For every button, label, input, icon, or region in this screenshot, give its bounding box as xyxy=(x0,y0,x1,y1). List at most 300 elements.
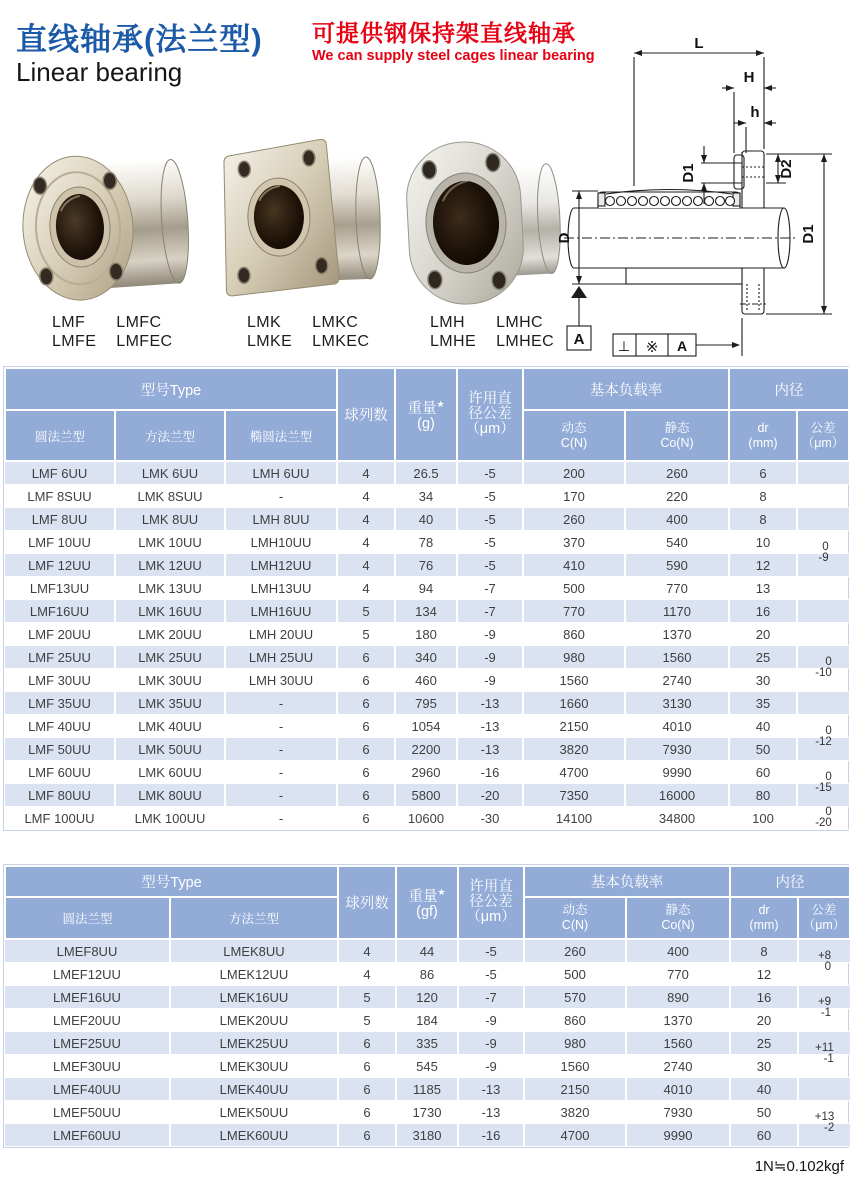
cell: 5800 xyxy=(395,784,457,807)
cell: -5 xyxy=(457,461,523,485)
cell: 40 xyxy=(730,1078,798,1101)
cell: 26.5 xyxy=(395,461,457,485)
cell: 4 xyxy=(338,939,396,963)
cell: -13 xyxy=(457,715,523,738)
promo-text-zh: 可提供钢保持架直线轴承 xyxy=(312,20,576,46)
cell: LMF 100UU xyxy=(5,807,115,830)
cell: 86 xyxy=(396,963,458,986)
cell: 6 xyxy=(337,646,395,669)
cell: 4 xyxy=(337,461,395,485)
cell: 10600 xyxy=(395,807,457,830)
cell: 590 xyxy=(625,554,729,577)
datum-triangle xyxy=(571,286,587,298)
header-round-flange: 圆法兰型 xyxy=(5,897,170,939)
cell: -9 xyxy=(458,1009,524,1032)
tolerance-label: 0 -20 xyxy=(815,806,832,829)
cell: LMF 12UU xyxy=(5,554,115,577)
tolerance-cell xyxy=(798,1055,850,1078)
cell: LMF 25UU xyxy=(5,646,115,669)
product-labels-square xyxy=(247,314,369,351)
tolerance-cell xyxy=(798,986,850,1019)
cell: 9990 xyxy=(625,761,729,784)
cell: -9 xyxy=(458,1032,524,1055)
cell: LMK 8UU xyxy=(115,508,225,531)
tolerance-cell xyxy=(798,939,850,973)
header-dynamic: 动态 C(N) xyxy=(524,897,626,939)
table-row xyxy=(5,531,849,554)
header-type-group: 型号Type xyxy=(5,368,337,410)
cell: 260 xyxy=(524,939,626,963)
table-row xyxy=(5,669,849,692)
cell: - xyxy=(225,738,337,761)
tolerance-cell xyxy=(797,715,849,748)
tolerance-cell xyxy=(797,600,849,623)
table-row xyxy=(5,738,849,761)
cell: 770 xyxy=(626,963,730,986)
cell: 1170 xyxy=(625,600,729,623)
cell: 220 xyxy=(625,485,729,508)
table1-body xyxy=(5,461,849,830)
cell: 13 xyxy=(729,577,797,600)
cell: 6 xyxy=(337,807,395,830)
cell: 2740 xyxy=(626,1055,730,1078)
cell: LMK 20UU xyxy=(115,623,225,646)
header-type-group: 型号Type xyxy=(5,866,338,897)
cell: 6 xyxy=(338,1101,396,1124)
cell: LMK 35UU xyxy=(115,692,225,715)
dim-label-h: h xyxy=(750,104,760,121)
technical-drawing xyxy=(556,36,848,368)
cell: 4700 xyxy=(523,761,625,784)
cell: 1560 xyxy=(524,1055,626,1078)
cell: LMK 13UU xyxy=(115,577,225,600)
cell: 4010 xyxy=(626,1078,730,1101)
cell: 12 xyxy=(730,963,798,986)
cell: 4 xyxy=(338,963,396,986)
cell: - xyxy=(225,485,337,508)
cell: 5 xyxy=(338,986,396,1009)
cell: LMF 35UU xyxy=(5,692,115,715)
cell: 570 xyxy=(524,986,626,1009)
cell: 76 xyxy=(395,554,457,577)
cell: LMEK8UU xyxy=(170,939,338,963)
cell: LMK 25UU xyxy=(115,646,225,669)
cell: LMK 10UU xyxy=(115,531,225,554)
tolerance-label: +11 -1 xyxy=(815,1042,834,1065)
dim-label-L: L xyxy=(694,36,704,52)
cell: 410 xyxy=(523,554,625,577)
cell: 260 xyxy=(625,461,729,485)
cell: 16000 xyxy=(625,784,729,807)
tolerance-cell xyxy=(797,577,849,600)
cell: LMEF20UU xyxy=(5,1009,170,1032)
cell: 6 xyxy=(337,715,395,738)
cell: LMK 16UU xyxy=(115,600,225,623)
cell: LMEF16UU xyxy=(5,986,170,1009)
model-label: LMFC xyxy=(116,314,162,331)
cell: LMH 30UU xyxy=(225,669,337,692)
cell: 5 xyxy=(338,1009,396,1032)
cell: 3820 xyxy=(524,1101,626,1124)
cell: 50 xyxy=(729,738,797,761)
cell: LMF 60UU xyxy=(5,761,115,784)
model-label: LMHE xyxy=(430,333,477,350)
table-row xyxy=(5,986,850,1009)
cell: 7350 xyxy=(523,784,625,807)
cell: 134 xyxy=(395,600,457,623)
cell: -5 xyxy=(457,508,523,531)
cell: 860 xyxy=(523,623,625,646)
table-row xyxy=(5,577,849,600)
cell: 3130 xyxy=(625,692,729,715)
cell: LMF 80UU xyxy=(5,784,115,807)
cell: 1560 xyxy=(626,1032,730,1055)
cell: LMF 30UU xyxy=(5,669,115,692)
tolerance-label: +13 -2 xyxy=(814,1111,835,1134)
cell: -5 xyxy=(457,485,523,508)
cell: LMF 20UU xyxy=(5,623,115,646)
cell: 80 xyxy=(729,784,797,807)
cell: 20 xyxy=(729,623,797,646)
cell: 184 xyxy=(396,1009,458,1032)
header-dynamic: 动态 C(N) xyxy=(523,410,625,461)
table-row xyxy=(5,646,849,669)
cell: 180 xyxy=(395,623,457,646)
cell: 4 xyxy=(337,531,395,554)
cell: 5 xyxy=(337,623,395,646)
cell: - xyxy=(225,715,337,738)
cell: 78 xyxy=(395,531,457,554)
header-load-group: 基本负载率 xyxy=(523,368,729,410)
header-dr: dr (mm) xyxy=(730,897,798,939)
cell: LMK 50UU xyxy=(115,738,225,761)
header-static: 静态 Co(N) xyxy=(625,410,729,461)
cell: 980 xyxy=(523,646,625,669)
cell: LMEF12UU xyxy=(5,963,170,986)
table-row xyxy=(5,761,849,784)
table-row xyxy=(5,784,849,807)
sleeve-lower xyxy=(626,268,742,284)
cell: LMH 8UU xyxy=(225,508,337,531)
cell: 7930 xyxy=(626,1101,730,1124)
cell: 1370 xyxy=(625,623,729,646)
cell: -20 xyxy=(457,784,523,807)
table-row xyxy=(5,963,850,986)
tolerance-cell xyxy=(797,623,849,646)
cell: 8 xyxy=(730,939,798,963)
tolerance-cell xyxy=(797,784,849,807)
table-row xyxy=(5,1055,850,1078)
cell: 335 xyxy=(396,1032,458,1055)
cell: -5 xyxy=(457,531,523,554)
cell: 400 xyxy=(626,939,730,963)
cell: 2960 xyxy=(395,761,457,784)
header-load-group: 基本负载率 xyxy=(524,866,730,897)
page-title-en: Linear bearing xyxy=(16,57,183,87)
product-labels-oval xyxy=(430,314,554,351)
table2-body xyxy=(5,939,850,1147)
cell: 100 xyxy=(729,807,797,830)
ball-row xyxy=(598,190,740,209)
header-static: 静态 Co(N) xyxy=(626,897,730,939)
cell: -13 xyxy=(457,692,523,715)
cell: 6 xyxy=(337,784,395,807)
cell: LMEK25UU xyxy=(170,1032,338,1055)
cell: 10 xyxy=(729,531,797,554)
table-row xyxy=(5,807,849,830)
cell: 120 xyxy=(396,986,458,1009)
header-weight: 重量★ (g) xyxy=(395,368,457,461)
cell: 34800 xyxy=(625,807,729,830)
cell: 500 xyxy=(524,963,626,986)
cell: 6 xyxy=(337,738,395,761)
cell: LMF 10UU xyxy=(5,531,115,554)
cell: LMK 6UU xyxy=(115,461,225,485)
cell: 4 xyxy=(337,554,395,577)
tolerance-cell xyxy=(798,1009,850,1032)
cell: LMEF30UU xyxy=(5,1055,170,1078)
table-row xyxy=(5,939,850,963)
cell: -7 xyxy=(457,600,523,623)
cell: -9 xyxy=(457,646,523,669)
cell: 30 xyxy=(730,1055,798,1078)
tolerance-cell xyxy=(797,692,849,715)
dim-label-D1-small: D1 xyxy=(680,163,697,183)
model-label: LMHC xyxy=(496,314,543,331)
tolerance-cell xyxy=(797,461,849,485)
header-round-flange: 圆法兰型 xyxy=(5,410,115,461)
product-labels-round xyxy=(52,314,173,351)
cell: LMEK20UU xyxy=(170,1009,338,1032)
header-tolerance: 公差 （μm） xyxy=(798,897,850,939)
cell: LMEK50UU xyxy=(170,1101,338,1124)
cell: -16 xyxy=(458,1124,524,1147)
header-square-flange: 方法兰型 xyxy=(170,897,338,939)
cell: LMEF8UU xyxy=(5,939,170,963)
cell: LMEF50UU xyxy=(5,1101,170,1124)
cell: 4 xyxy=(337,577,395,600)
cell: 6 xyxy=(338,1078,396,1101)
cell: 34 xyxy=(395,485,457,508)
reference-mark-symbol: ※ xyxy=(645,339,659,356)
tolerance-cell xyxy=(798,1101,850,1134)
cell: 20 xyxy=(730,1009,798,1032)
cell: - xyxy=(225,761,337,784)
spec-table-flanged xyxy=(3,366,849,831)
header-allowable-tolerance: 许用直 径公差 （μm） xyxy=(458,866,524,939)
datum-label: A xyxy=(573,331,585,348)
cell: LMEK12UU xyxy=(170,963,338,986)
tolerance-cell xyxy=(797,554,849,577)
cell: LMEK40UU xyxy=(170,1078,338,1101)
cell: 260 xyxy=(523,508,625,531)
cell: 545 xyxy=(396,1055,458,1078)
table-row xyxy=(5,623,849,646)
cell: 40 xyxy=(729,715,797,738)
cell: LMEF40UU xyxy=(5,1078,170,1101)
dim-D2 xyxy=(766,154,832,183)
cell: LMH16UU xyxy=(225,600,337,623)
cell: LMK 8SUU xyxy=(115,485,225,508)
cell: 35 xyxy=(729,692,797,715)
tolerance-label: 0 -9 xyxy=(818,541,829,564)
cell: LMH12UU xyxy=(225,554,337,577)
cell: 6 xyxy=(337,761,395,784)
cell: LMK 12UU xyxy=(115,554,225,577)
cell: LMK 40UU xyxy=(115,715,225,738)
cell: 2200 xyxy=(395,738,457,761)
tolerance-cell xyxy=(797,807,849,830)
cell: 340 xyxy=(395,646,457,669)
cell: 9990 xyxy=(626,1124,730,1147)
header-ball-rows: 球列数 xyxy=(338,866,396,939)
cell: 6 xyxy=(338,1032,396,1055)
cell: 16 xyxy=(730,986,798,1009)
cell: -5 xyxy=(458,963,524,986)
model-label: LMH xyxy=(430,314,465,331)
cell: -9 xyxy=(457,623,523,646)
header-allowable-tolerance: 许用直 径公差 （μm） xyxy=(457,368,523,461)
cell: 4 xyxy=(337,508,395,531)
model-label: LMHEC xyxy=(496,333,555,350)
cell: 1054 xyxy=(395,715,457,738)
cell: 2150 xyxy=(523,715,625,738)
cell: LMH10UU xyxy=(225,531,337,554)
spec-table-lme xyxy=(3,864,849,1148)
model-label: LMKE xyxy=(247,333,293,350)
table-row xyxy=(5,1101,850,1124)
tolerance-cell xyxy=(797,669,849,692)
cell: -13 xyxy=(458,1078,524,1101)
cell: 14100 xyxy=(523,807,625,830)
cell: 770 xyxy=(625,577,729,600)
cell: 94 xyxy=(395,577,457,600)
cell: 1560 xyxy=(523,669,625,692)
dim-label-D1-big: D1 xyxy=(800,224,817,244)
cell: 860 xyxy=(524,1009,626,1032)
cell: 400 xyxy=(625,508,729,531)
cell: LMEK16UU xyxy=(170,986,338,1009)
cell: 1185 xyxy=(396,1078,458,1101)
table-row xyxy=(5,508,849,531)
cell: 6 xyxy=(337,669,395,692)
table-row xyxy=(5,600,849,623)
cell: LMF13UU xyxy=(5,577,115,600)
tolerance-cell xyxy=(798,1078,850,1101)
cell: 44 xyxy=(396,939,458,963)
cell: LMF 8UU xyxy=(5,508,115,531)
tolerance-cell xyxy=(798,963,850,986)
cell: 6 xyxy=(338,1124,396,1147)
cell: 3180 xyxy=(396,1124,458,1147)
model-label: LMFE xyxy=(52,333,97,350)
perpendicularity-symbol: ⊥ xyxy=(617,338,631,354)
header-bore-group: 内径 xyxy=(729,368,849,410)
product-photo-round-flange xyxy=(10,128,195,318)
cell: 890 xyxy=(626,986,730,1009)
model-label: LMFEC xyxy=(116,333,173,350)
cell: 4700 xyxy=(524,1124,626,1147)
cell: 4 xyxy=(337,485,395,508)
table-row xyxy=(5,554,849,577)
cell: 1660 xyxy=(523,692,625,715)
cell: -9 xyxy=(458,1055,524,1078)
table-row xyxy=(5,1032,850,1055)
cell: 500 xyxy=(523,577,625,600)
table-row xyxy=(5,1078,850,1101)
cell: 200 xyxy=(523,461,625,485)
page-title-zh: 直线轴承(法兰型) xyxy=(16,22,263,57)
cell: - xyxy=(225,807,337,830)
product-photo-oval-flange xyxy=(396,128,564,318)
cell: 16 xyxy=(729,600,797,623)
cell: 5 xyxy=(337,600,395,623)
cell: 795 xyxy=(395,692,457,715)
cell: 1730 xyxy=(396,1101,458,1124)
header-oval-flange: 椭圆法兰型 xyxy=(225,410,337,461)
cell: - xyxy=(225,784,337,807)
cell: LMH 20UU xyxy=(225,623,337,646)
cell: LMEF60UU xyxy=(5,1124,170,1147)
cell: - xyxy=(225,692,337,715)
cell: LMF16UU xyxy=(5,600,115,623)
model-label: LMKEC xyxy=(312,333,370,350)
cell: 6 xyxy=(338,1055,396,1078)
cell: 170 xyxy=(523,485,625,508)
header-bore-group: 内径 xyxy=(730,866,850,897)
cell: 4010 xyxy=(625,715,729,738)
header-tolerance: 公差 （μm） xyxy=(797,410,849,461)
dim-H xyxy=(722,88,776,153)
tolerance-label: 0 -12 xyxy=(815,725,832,748)
cell: 980 xyxy=(524,1032,626,1055)
header-ball-rows: 球列数 xyxy=(337,368,395,461)
cell: -9 xyxy=(457,669,523,692)
cell: 2150 xyxy=(524,1078,626,1101)
model-label: LMKC xyxy=(312,314,359,331)
cell: 1370 xyxy=(626,1009,730,1032)
fcf-datum-label: A xyxy=(676,338,688,354)
cell: 40 xyxy=(395,508,457,531)
tolerance-label: 0 -15 xyxy=(815,771,832,794)
cell: 770 xyxy=(523,600,625,623)
dim-h xyxy=(734,123,776,153)
tolerance-cell xyxy=(798,1124,850,1147)
cell: LMEK60UU xyxy=(170,1124,338,1147)
cell: -13 xyxy=(457,738,523,761)
cell: LMK 80UU xyxy=(115,784,225,807)
table-row xyxy=(5,692,849,715)
star-icon: ★ xyxy=(437,887,446,898)
tolerance-cell xyxy=(797,508,849,531)
dim-label-D2: D2 xyxy=(778,159,795,179)
cell: -13 xyxy=(458,1101,524,1124)
cell: LMEF25UU xyxy=(5,1032,170,1055)
cell: LMF 50UU xyxy=(5,738,115,761)
dim-label-D: D xyxy=(556,232,573,244)
cell: -7 xyxy=(458,986,524,1009)
promo-text-en: We can supply steel cages linear bearing xyxy=(312,48,595,64)
cell: 25 xyxy=(729,646,797,669)
table-row xyxy=(5,461,849,485)
cell: LMEK30UU xyxy=(170,1055,338,1078)
table-row xyxy=(5,715,849,738)
cell: LMH 25UU xyxy=(225,646,337,669)
tolerance-cell xyxy=(798,1032,850,1065)
cell: -7 xyxy=(457,577,523,600)
cell: -5 xyxy=(457,554,523,577)
model-label: LMK xyxy=(247,314,282,331)
